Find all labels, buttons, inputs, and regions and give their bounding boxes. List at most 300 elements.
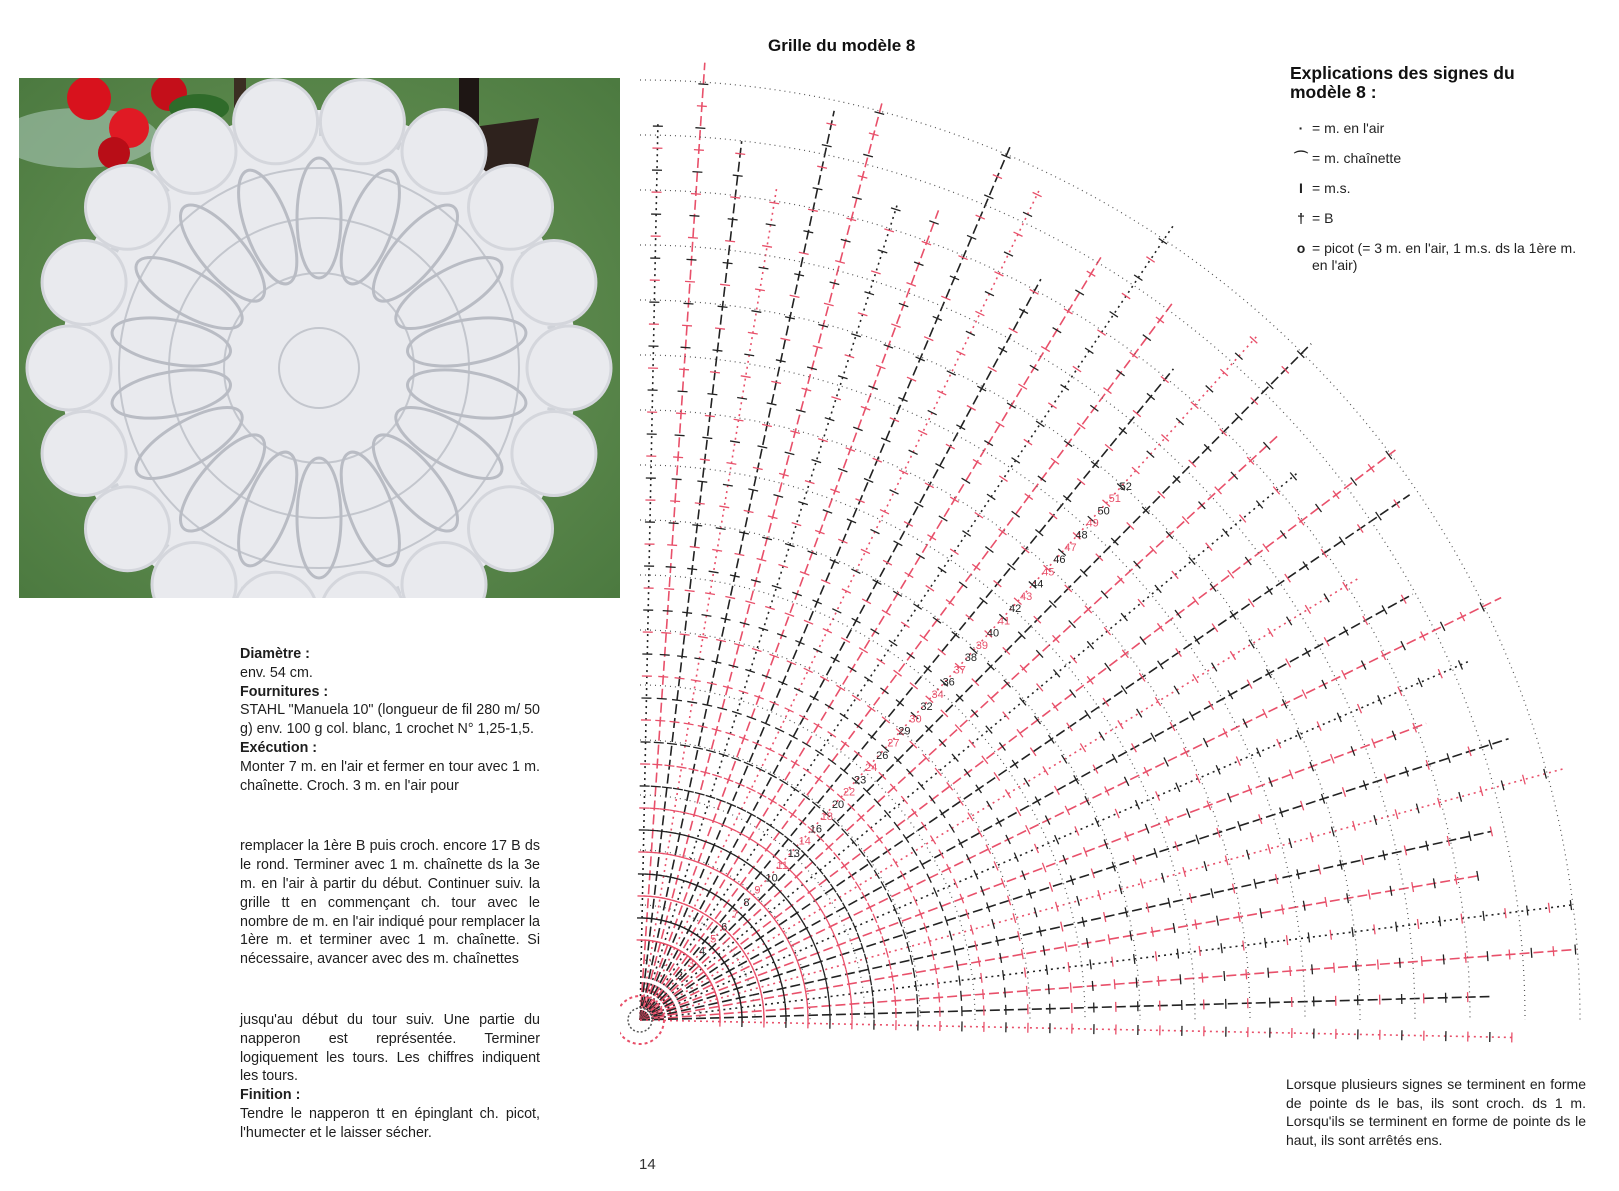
stitch-mark — [1212, 624, 1218, 632]
stitch-mark — [1256, 501, 1262, 509]
stitch-mark — [719, 506, 729, 508]
stitch-mark — [713, 350, 723, 351]
stitch-mark — [1548, 903, 1549, 913]
doily-scallop — [42, 412, 126, 496]
stitch-mark — [734, 419, 744, 421]
row-number: 38 — [964, 652, 977, 665]
stitch-mark — [1170, 722, 1175, 731]
stitch-mark — [937, 978, 938, 988]
doily-scallop — [469, 165, 553, 249]
stitch-mark — [680, 745, 690, 747]
row-number: 14 — [798, 835, 811, 848]
stitch-mark — [728, 219, 738, 220]
stitch-mark — [1042, 863, 1046, 872]
legend — [1290, 64, 1580, 287]
stitch-mark — [1285, 574, 1291, 582]
stitch-mark — [659, 809, 669, 810]
stitch-mark — [1440, 622, 1444, 631]
stitch-mark — [1070, 655, 1076, 663]
stitch-mark — [973, 459, 982, 464]
stitch-mark — [741, 376, 751, 378]
stitch-spoke — [640, 450, 1395, 1020]
row-number: 13 — [787, 847, 800, 860]
stitch-mark — [972, 564, 980, 570]
row-number: 37 — [953, 664, 966, 677]
legend-title: Explications des signes du modèle 8 : — [1290, 63, 1515, 102]
stitch-mark — [1035, 797, 1040, 806]
stitch-mark — [1321, 549, 1327, 557]
stitch-mark — [1378, 959, 1379, 969]
stitch-mark — [873, 914, 877, 923]
row-number: 8 — [743, 896, 750, 909]
stitch-mark — [1175, 610, 1181, 618]
stitch-mark — [1000, 953, 1002, 963]
row-number: 6 — [721, 921, 728, 934]
stitch-mark — [832, 609, 841, 613]
stitch-mark — [1394, 500, 1400, 508]
stitch-mark — [1376, 512, 1382, 520]
stitch-mark — [705, 593, 715, 595]
stitch-mark — [1097, 330, 1105, 336]
stitch-mark — [1012, 458, 1020, 464]
stitch-mark — [1024, 778, 1029, 787]
doily-scallop — [402, 109, 486, 193]
stitch-mark — [776, 829, 784, 835]
stitch-mark — [1080, 743, 1085, 752]
stitch-mark — [1159, 238, 1167, 244]
row-number: 23 — [854, 774, 867, 787]
stitch-mark — [1103, 698, 1109, 706]
stitch-mark — [759, 267, 769, 269]
stitch-mark — [1297, 730, 1301, 739]
stitch-mark — [1070, 983, 1071, 993]
stitch-mark — [804, 620, 813, 624]
stitch-mark — [1465, 953, 1466, 963]
stitch-mark — [1155, 951, 1156, 961]
stitch-mark — [828, 732, 836, 738]
stitch-mark — [1176, 418, 1183, 425]
stitch-mark — [920, 635, 928, 641]
stitch-mark — [977, 828, 982, 837]
stitch-mark — [864, 478, 873, 482]
stitch-mark — [985, 547, 993, 553]
stitch-mark — [1027, 986, 1028, 996]
stitch-mark — [695, 503, 705, 504]
stitch-mark — [918, 430, 927, 434]
stitch-mark — [851, 334, 861, 337]
stitch-mark — [1073, 366, 1081, 372]
stitch-mark — [698, 84, 708, 85]
stitch-mark — [901, 622, 909, 628]
stitch-mark — [1005, 789, 1010, 798]
stitch-mark — [1302, 690, 1306, 699]
stitch-mark — [987, 494, 995, 500]
stitch-mark — [1217, 916, 1219, 926]
stitch-spoke — [640, 257, 1101, 1020]
stitch-mark — [675, 678, 685, 679]
stitch-mark — [823, 913, 828, 922]
stitch-mark — [1260, 908, 1262, 918]
stitch-mark — [1115, 809, 1119, 818]
stitch-mark — [670, 501, 680, 502]
stitch-mark — [1104, 627, 1110, 635]
stitch-mark — [1022, 949, 1024, 959]
stitch-mark — [1003, 970, 1004, 980]
stitch-mark — [1103, 388, 1111, 394]
stitch-mark — [664, 765, 674, 766]
chain-arc — [640, 627, 1030, 1020]
chain-arc — [640, 575, 1085, 1020]
stitch-mark — [836, 685, 845, 690]
stitch-mark — [698, 636, 708, 638]
stitch-mark — [959, 976, 960, 986]
stitch-mark — [1122, 293, 1130, 299]
stitch-mark — [968, 813, 973, 822]
stitch-mark — [1147, 451, 1154, 458]
execution-text-2: remplacer la 1ère B puis croch. encore 17 B ds le rond. Terminer avec 1 m. chaînette ds la 3e m. en l'air à partir du début. Continuer suiv. la grille tt en commençant ch. tour avec le nombre de m. en l'air indiqué pour remplacer la 1ère m. et terminer avec 1 m. chaînette. Si nécessaire, avancer avec des m. chaînettes — [240, 838, 540, 968]
double-crochet-icon: † — [1297, 210, 1305, 226]
stitch-mark — [1055, 835, 1059, 844]
stitch-mark — [648, 830, 658, 831]
stitch-mark — [1399, 958, 1400, 968]
stitch-mark — [707, 394, 717, 395]
stitch-mark — [1156, 317, 1164, 323]
stitch-mark — [744, 762, 753, 766]
stitch-mark — [1220, 369, 1227, 376]
stitch-mark — [1087, 938, 1089, 948]
stitch-mark — [682, 325, 692, 326]
chart-note: Lorsque plusieurs signes se terminent en forme de pointe ds le bas, ils sont croch. ds 1 m. Lorsqu'ils se terminent en forme de pointe ds le haut, ils sont arrêtés ens. — [1286, 1076, 1586, 1148]
stitch-mark — [1331, 754, 1335, 763]
stitch-mark — [754, 841, 762, 847]
stitch-mark — [1049, 882, 1052, 892]
finition-value: Tendre le napperon tt en épinglant ch. picot, l'humecter et le laisser sécher. — [240, 1105, 540, 1141]
stitch-mark — [692, 837, 702, 840]
stitch-mark — [745, 601, 755, 604]
stitch-spoke — [640, 997, 1489, 1020]
stitch-mark — [755, 289, 765, 291]
stitch-mark — [709, 571, 719, 573]
stitch-mark — [1298, 517, 1304, 525]
stitch-mark — [1418, 678, 1422, 687]
stitch-mark — [662, 787, 672, 788]
stitch-mark — [817, 866, 823, 874]
stitch-mark — [670, 721, 680, 722]
stitch-mark — [1174, 686, 1179, 695]
legend-item — [1290, 210, 1580, 227]
stitch-mark — [998, 529, 1006, 535]
legend-item — [1290, 180, 1580, 197]
row-number: 5 — [710, 933, 717, 946]
stitch-mark — [1267, 586, 1273, 594]
stitch-spoke — [640, 1020, 1514, 1037]
stitch-mark — [687, 701, 697, 703]
stitch-mark — [1224, 971, 1225, 981]
stitch-mark — [999, 743, 1005, 751]
page-number: 14 — [639, 1156, 656, 1173]
stitch-mark — [1004, 252, 1013, 256]
stitch-mark — [1067, 723, 1073, 731]
stitch-mark — [672, 479, 682, 480]
stitch-mark — [994, 772, 1000, 780]
stitch-mark — [918, 782, 924, 790]
stitch-mark — [1173, 923, 1175, 933]
stitch-mark — [1487, 951, 1488, 961]
stitch-mark — [1118, 720, 1123, 729]
stitch-mark — [681, 347, 691, 348]
stitch-mark — [939, 992, 940, 1002]
stitch-mark — [804, 668, 813, 672]
stitch-mark — [687, 568, 697, 569]
stitch-mark — [715, 328, 725, 329]
stitch-mark — [1151, 733, 1156, 742]
stitch-mark — [920, 860, 925, 869]
stitch-mark — [652, 764, 662, 765]
stitch-mark — [1523, 775, 1526, 785]
stitch-mark — [790, 295, 800, 297]
doily-scallop — [152, 109, 236, 193]
stitch-mark — [725, 241, 735, 242]
stitch-mark — [996, 422, 1005, 427]
stitch-mark — [1187, 808, 1191, 817]
stitch-mark — [1134, 275, 1142, 281]
stitch-mark — [1036, 421, 1044, 427]
stitch-mark — [850, 989, 851, 999]
stitch-mark — [1012, 760, 1018, 768]
row-number: 41 — [997, 615, 1011, 628]
stitch-mark — [744, 354, 754, 356]
row-number: 48 — [1075, 529, 1088, 542]
stitch-mark — [731, 757, 740, 760]
stitch-mark — [873, 997, 874, 1007]
stitch-mark — [1238, 912, 1240, 922]
row-number: 30 — [909, 713, 922, 726]
stitch-mark — [854, 723, 862, 729]
stitch-mark — [867, 706, 875, 712]
execution-text-1: Monter 7 m. en l'air et fermer en tour avec 1 m. chaînette. Croch. 3 m. en l'air pour — [240, 758, 540, 794]
execution-text-3: jusqu'au début du tour suiv. Une partie du napperon est représentée. Terminer logiquement les tours. Les chiffres indiquent les tours. — [240, 1011, 540, 1085]
stitch-mark — [1070, 690, 1076, 698]
stitch-mark — [1505, 908, 1506, 918]
stitch-mark — [1305, 648, 1310, 657]
stitch-mark — [666, 832, 676, 834]
stitch-mark — [1085, 710, 1091, 718]
stitch-mark — [651, 786, 661, 787]
stitch-mark — [947, 371, 956, 375]
stitch-mark — [737, 398, 747, 400]
stitch-mark — [824, 303, 834, 306]
stitch-mark — [806, 888, 812, 896]
stitch-mark — [999, 476, 1007, 482]
stitch-mark — [1228, 570, 1234, 578]
stitch-mark — [700, 459, 710, 460]
stitch-mark — [702, 437, 712, 438]
stitch-mark — [894, 670, 902, 676]
stitch-mark — [803, 768, 811, 774]
stitch-mark — [901, 796, 907, 804]
stitch-mark — [1312, 964, 1313, 974]
stitch-mark — [666, 567, 676, 568]
stitch-mark — [862, 892, 867, 901]
row-number: 16 — [809, 823, 822, 836]
stitch-mark — [757, 446, 767, 448]
stitch-mark — [1146, 257, 1154, 263]
stitch-mark — [891, 208, 901, 211]
legend-item — [1290, 150, 1580, 167]
stitch-mark — [829, 1001, 830, 1011]
stitch-mark — [672, 700, 682, 701]
row-number: 11 — [776, 860, 788, 873]
stitch-mark — [812, 460, 822, 463]
legend-item-text: = m. en l'air — [1312, 120, 1385, 136]
row-number: 24 — [865, 762, 878, 775]
row-number: 52 — [1119, 480, 1132, 493]
stitch-mark — [1024, 968, 1025, 978]
stitch-mark — [867, 824, 873, 832]
stitch-mark — [894, 822, 900, 830]
stitch-spoke — [640, 202, 898, 1020]
stitch-mark — [1509, 950, 1510, 960]
stitch-mark — [843, 903, 848, 912]
stitch-mark — [1134, 954, 1135, 964]
stitch-mark — [876, 835, 882, 843]
stitch-mark — [677, 656, 687, 657]
stitch-mark — [794, 909, 800, 917]
stitch-mark — [1136, 978, 1137, 988]
stitch-mark — [791, 786, 799, 792]
stitch-spoke — [640, 495, 1410, 1020]
row-number: 39 — [975, 639, 989, 652]
stitch-mark — [1334, 963, 1335, 973]
stitch-mark — [686, 259, 696, 260]
stitch-mark — [1347, 893, 1349, 903]
stitch-mark — [1087, 676, 1093, 684]
stitch-mark — [785, 452, 795, 455]
row-number: 2 — [676, 970, 684, 983]
stitch-mark — [682, 612, 692, 613]
stitch-mark — [1157, 623, 1163, 631]
row-number: 49 — [1086, 517, 1099, 530]
stitch-mark — [841, 741, 849, 747]
stitch-mark — [975, 512, 983, 518]
stitch-mark — [1048, 403, 1056, 409]
stitch-mark — [1489, 740, 1492, 750]
stitch-mark — [1033, 192, 1042, 196]
stitch-mark — [1351, 478, 1357, 486]
stitch-mark — [1382, 605, 1387, 614]
stitch-mark — [1092, 981, 1093, 991]
stitch-mark — [1280, 531, 1286, 539]
stitch-mark — [893, 984, 894, 994]
stitch-mark — [1130, 931, 1132, 941]
stitch-mark — [1121, 686, 1127, 694]
stitch-mark — [1053, 669, 1059, 677]
stitch-mark — [913, 968, 915, 978]
stitch-mark — [1158, 661, 1164, 669]
stitch-mark — [952, 754, 958, 762]
stitch-mark — [657, 831, 667, 832]
stitch-mark — [1005, 988, 1006, 998]
stitch-spoke — [640, 949, 1576, 1020]
stitch-mark — [1087, 271, 1096, 276]
stitch-mark — [956, 960, 958, 970]
stitch-mark — [1230, 651, 1235, 660]
stitch-mark — [1417, 919, 1418, 929]
row-number: 7 — [732, 909, 739, 922]
stitch-mark — [850, 838, 856, 846]
stitch-mark — [718, 306, 728, 307]
row-number: 50 — [1097, 505, 1110, 518]
stitch-mark — [1155, 585, 1161, 593]
stitch-mark — [1308, 932, 1309, 942]
stitch-mark — [1017, 729, 1023, 737]
stitch-mark — [669, 810, 679, 812]
row-number: 27 — [887, 737, 900, 750]
stitch-mark — [907, 653, 915, 659]
stitch-mark — [734, 855, 743, 860]
stitch-mark — [1177, 949, 1178, 959]
stitch-mark — [871, 629, 880, 634]
stitch-mark — [757, 817, 766, 822]
stitch-mark — [762, 246, 772, 248]
stitch-mark — [885, 847, 891, 855]
stitch-mark — [1531, 948, 1532, 958]
stitch-mark — [978, 957, 980, 967]
stitch-mark — [691, 680, 701, 682]
stitch-mark — [1117, 370, 1125, 376]
stitch-mark — [762, 847, 770, 853]
stitch-mark — [877, 659, 885, 665]
row-number: 3 — [687, 957, 695, 970]
stitch-mark — [1195, 919, 1197, 929]
stitch-mark — [769, 202, 779, 204]
stitch-spoke — [640, 303, 1173, 1020]
stitch-mark — [1330, 930, 1331, 940]
stitch-mark — [1003, 712, 1009, 720]
row-number: 10 — [765, 872, 778, 885]
stitch-mark — [692, 525, 702, 526]
stitch-mark — [859, 648, 868, 653]
stitch-mark — [848, 979, 850, 989]
stitch-mark — [1061, 922, 1063, 932]
crochet-doily-photo-icon — [19, 78, 620, 598]
stitch-mark — [745, 836, 754, 841]
stitch-mark — [690, 547, 700, 548]
stitch-mark — [791, 761, 800, 766]
stitch-mark — [694, 658, 704, 660]
stitch-mark — [1303, 562, 1309, 570]
picot-icon: o — [1296, 240, 1306, 256]
stitch-mark — [1395, 809, 1398, 819]
stitch-mark — [1090, 405, 1098, 411]
stitch-mark — [780, 779, 789, 784]
stitch-mark — [792, 523, 802, 526]
stitch-mark — [935, 964, 937, 974]
stitch-mark — [661, 633, 671, 634]
stitch-mark — [1053, 328, 1062, 333]
stitch-mark — [1140, 637, 1146, 645]
stitch-mark — [768, 798, 777, 803]
stitch-mark — [864, 677, 872, 683]
stitch-mark — [800, 881, 806, 889]
stitch-mark — [716, 528, 726, 530]
instructions — [240, 645, 540, 1143]
row-number: 32 — [920, 701, 933, 714]
stitch-mark — [1030, 748, 1036, 756]
stitch-mark — [1105, 663, 1111, 671]
stitch-mark — [882, 610, 891, 615]
chain-dot-icon: · — [1298, 120, 1304, 136]
